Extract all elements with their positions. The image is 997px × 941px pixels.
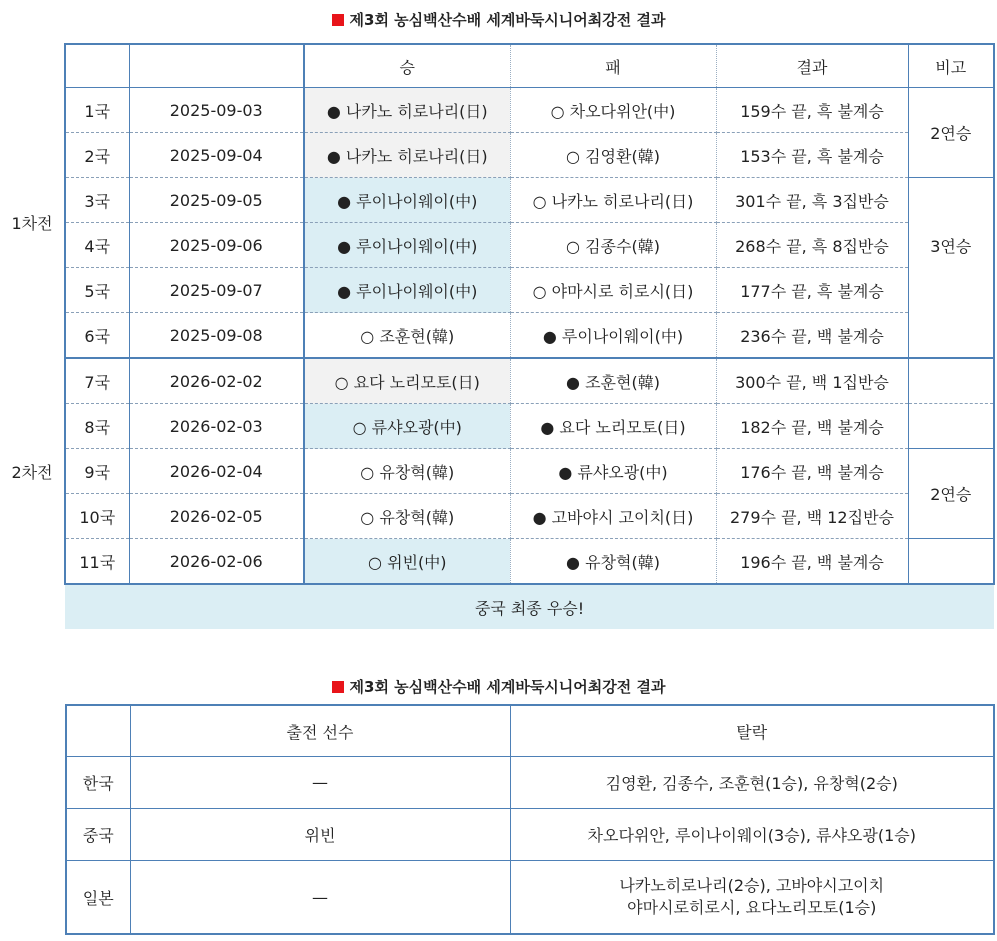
results-title — [0, 9, 997, 30]
header-win: 승 — [304, 44, 510, 88]
note-cell: 3연승 — [908, 178, 994, 313]
results-table — [0, 43, 995, 629]
summary-header-row — [66, 705, 994, 757]
eliminated-line: 야마시로히로시, 요다노리모토(1승) — [627, 898, 877, 917]
players-cell: — — [130, 861, 510, 935]
table-row: 11국 2026-02-06 ○ 위빈(中) ● 유창혁(韓) 196수 끝, 백 불계승 — [0, 539, 994, 585]
eliminated-cell — [510, 861, 994, 935]
header-note: 비고 — [908, 44, 994, 88]
header-date — [129, 44, 304, 88]
country-label: 중국 — [66, 809, 130, 861]
table-row: 1차전 1국 2025-09-03 ● 나카노 히로나리(日) ○ 차오다위안(中) 159수 끝, 흑 불계승 2연승 — [0, 88, 994, 133]
red-square-icon — [332, 14, 344, 26]
table-row — [66, 861, 994, 935]
header-lose: 패 — [510, 44, 716, 88]
header-result: 결과 — [716, 44, 908, 88]
header-players: 출전 선수 — [130, 705, 510, 757]
summary-title — [0, 676, 997, 697]
table-row — [66, 809, 994, 861]
results-header-row — [0, 44, 994, 88]
players-cell: — — [130, 757, 510, 809]
header-country — [66, 705, 130, 757]
table-row: 9국 2026-02-04 ○ 유창혁(韓) ● 류샤오광(中) 176수 끝, 백 불계승 2연승 — [0, 449, 994, 494]
players-cell: 위빈 — [130, 809, 510, 861]
results-title-text: 제3회 농심백산수배 세계바둑시니어최강전 결과 — [349, 11, 666, 29]
table-row: 6국 2025-09-08 ○ 조훈현(韓) ● 루이나이웨이(中) 236수 끝, 백 불계승 — [0, 313, 994, 359]
final-result: 중국 최종 우승! — [65, 584, 994, 629]
country-label: 한국 — [66, 757, 130, 809]
table-row: 2차전 7국 2026-02-02 ○ 요다 노리모토(日) ● 조훈현(韓) 300수 끝, 백 1집반승 — [0, 358, 994, 404]
country-label: 일본 — [66, 861, 130, 935]
table-row — [66, 757, 994, 809]
summary-table — [65, 704, 995, 935]
table-row: 4국 2025-09-06 ● 루이나이웨이(中) ○ 김종수(韓) 268수 끝, 흑 8집반승 — [0, 223, 994, 268]
header-game — [65, 44, 129, 88]
stage-label-1: 1차전 — [0, 88, 65, 359]
table-row: 5국 2025-09-07 ● 루이나이웨이(中) ○ 야마시로 히로시(日) 177수 끝, 흑 불계승 — [0, 268, 994, 313]
table-row: 3국 2025-09-05 ● 루이나이웨이(中) ○ 나카노 히로나리(日) 301수 끝, 흑 3집반승 3연승 — [0, 178, 994, 223]
note-cell: 2연승 — [908, 449, 994, 539]
table-row: 8국 2026-02-03 ○ 류샤오광(中) ● 요다 노리모토(日) 182수 끝, 백 불계승 — [0, 404, 994, 449]
stage-label-2: 2차전 — [0, 358, 65, 584]
table-row: 2국 2025-09-04 ● 나카노 히로나리(日) ○ 김영환(韓) 153수 끝, 흑 불계승 — [0, 133, 994, 178]
table-row: 10국 2026-02-05 ○ 유창혁(韓) ● 고바야시 고이치(日) 279수 끝, 백 12집반승 — [0, 494, 994, 539]
red-square-icon — [332, 681, 344, 693]
summary-title-text: 제3회 농심백산수배 세계바둑시니어최강전 결과 — [349, 678, 666, 696]
header-eliminated: 탈락 — [510, 705, 994, 757]
eliminated-cell: 차오다위안, 루이나이웨이(3승), 류샤오광(1승) — [510, 809, 994, 861]
final-row — [0, 584, 994, 629]
eliminated-cell: 김영환, 김종수, 조훈현(1승), 유창혁(2승) — [510, 757, 994, 809]
note-cell: 2연승 — [908, 88, 994, 178]
eliminated-line: 나카노히로나리(2승), 고바야시고이치 — [619, 876, 885, 895]
